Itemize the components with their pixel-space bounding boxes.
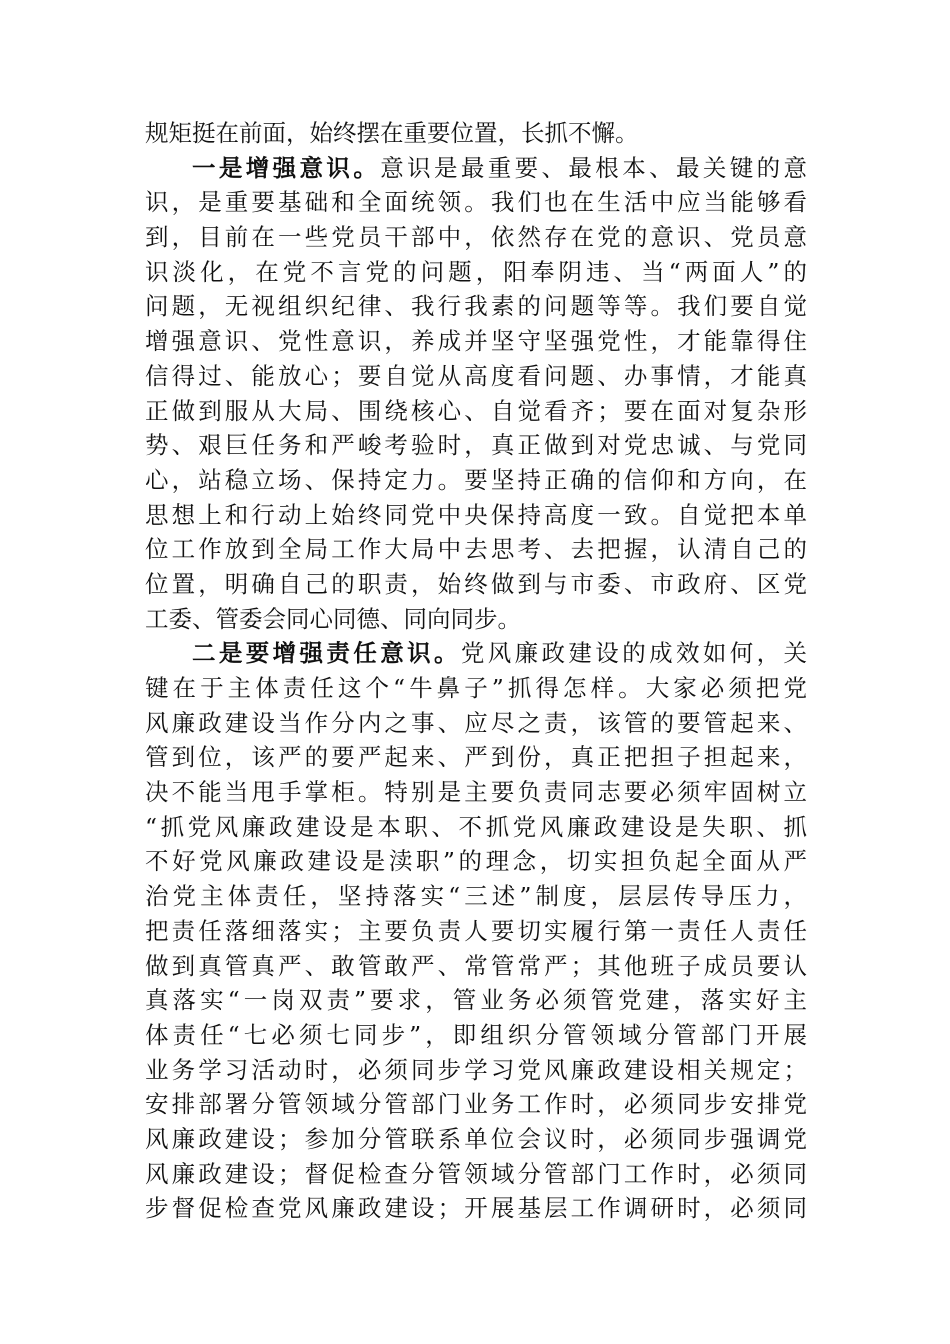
text-line [145, 1157, 807, 1192]
text-line [145, 116, 807, 151]
text-line [145, 394, 807, 429]
text-line [145, 359, 807, 394]
text-line [145, 671, 807, 706]
line-text: 管到位，该严的要严起来、严到份，真正把担子担起来， [145, 743, 807, 772]
line-text: “抓党风廉政建设是本职、不抓党风廉政建设是失职、抓 [145, 812, 807, 841]
text-line [145, 428, 807, 463]
text-line [145, 636, 807, 671]
line-text: 风廉政建设；督促检查分管领域分管部门工作时，必须同 [145, 1159, 807, 1188]
line-text: 真落实“一岗双责”要求，管业务必须管党建，落实好主 [145, 986, 807, 1015]
paragraph-lead-heading: 二是要增强责任意识。 [192, 639, 461, 668]
text-line [145, 255, 807, 290]
line-text: 识淡化，在党不言党的问题，阳奉阴违、当“两面人”的 [145, 257, 807, 286]
line-text: 风廉政建设；参加分管联系单位会议时，必须同步强调党 [145, 1124, 807, 1153]
line-text: 位工作放到全局工作大局中去思考、去把握，认清自己的 [145, 535, 807, 564]
line-text: 势、艰巨任务和严峻考验时，真正做到对党忠诚、与党同 [145, 431, 807, 460]
text-line [145, 914, 807, 949]
paragraph-lead-heading: 一是增强意识。 [192, 153, 381, 182]
text-line [145, 775, 807, 810]
line-text: 业务学习活动时，必须同步学习党风廉政建设相关规定； [145, 1055, 807, 1084]
text-line [145, 1122, 807, 1157]
text-line [145, 289, 807, 324]
line-text: 决不能当甩手掌柜。特别是主要负责同志要必须牢固树立 [145, 778, 807, 807]
text-line [145, 983, 807, 1018]
line-text: 规矩挺在前面，始终摆在重要位置，长抓不懈。 [145, 119, 639, 147]
line-text: 思想上和行动上始终同党中央保持高度一致。自觉把本单 [145, 500, 807, 529]
text-line [145, 532, 807, 567]
line-text: 识，是重要基础和全面统领。我们也在生活中应当能够看 [145, 188, 807, 217]
line-text: 到，目前在一些党员干部中，依然存在党的意识、党员意 [145, 223, 807, 252]
text-line [145, 879, 807, 914]
line-text: 问题，无视组织纪律、我行我素的问题等等。我们要自觉 [145, 292, 807, 321]
text-line [145, 810, 807, 845]
line-text: 步督促检查党风廉政建设；开展基层工作调研时，必须同 [145, 1194, 807, 1223]
text-line [145, 463, 807, 498]
line-text: 正做到服从大局、围绕核心、自觉看齐；要在面对复杂形 [145, 396, 807, 425]
line-text: 信得过、能放心；要自觉从高度看问题、办事情，才能真 [145, 361, 807, 390]
line-text: 安排部署分管领域分管部门业务工作时，必须同步安排党 [145, 1090, 807, 1119]
line-text: 心，站稳立场、保持定力。要坚持正确的信仰和方向，在 [145, 465, 807, 494]
text-line [145, 151, 807, 186]
line-text: 治党主体责任，坚持落实“三述”制度，层层传导压力， [145, 882, 807, 911]
line-text: 工委、管委会同心同德、同向同步。 [145, 604, 521, 633]
text-line [145, 567, 807, 602]
text-line [145, 740, 807, 775]
text-line [145, 185, 807, 220]
line-text: 意识是最重要、最根本、最关键的意 [380, 153, 808, 182]
text-line [145, 220, 807, 255]
text-line [145, 844, 807, 879]
text-line [145, 324, 807, 359]
text-line [145, 1053, 807, 1088]
line-text: 位置，明确自己的职责，始终做到与市委、市政府、区党 [145, 569, 807, 598]
text-line [145, 949, 807, 984]
text-line [145, 602, 807, 637]
text-line [145, 1191, 807, 1226]
line-text: 体责任“七必须七同步”，即组织分管领域分管部门开展 [145, 1020, 807, 1049]
text-line [145, 498, 807, 533]
line-text: 做到真管真严、敢管敢严、常管常严；其他班子成员要认 [145, 951, 807, 980]
text-line [145, 1087, 807, 1122]
line-text: 增强意识、党性意识，养成并坚守坚强党性，才能靠得住 [145, 327, 807, 356]
document-body [145, 116, 807, 1226]
line-text: 风廉政建设当作分内之事、应尽之责，该管的要管起来、 [145, 708, 807, 737]
line-text: 不好党风廉政建设是渎职”的理念，切实担负起全面从严 [145, 847, 807, 876]
line-text: 把责任落细落实；主要负责人要切实履行第一责任人责任 [145, 916, 807, 945]
text-line [145, 1018, 807, 1053]
line-text: 党风廉政建设的成效如何，关 [460, 639, 808, 668]
line-text: 键在于主体责任这个“牛鼻子”抓得怎样。大家必须把党 [145, 674, 807, 702]
text-line [145, 706, 807, 741]
